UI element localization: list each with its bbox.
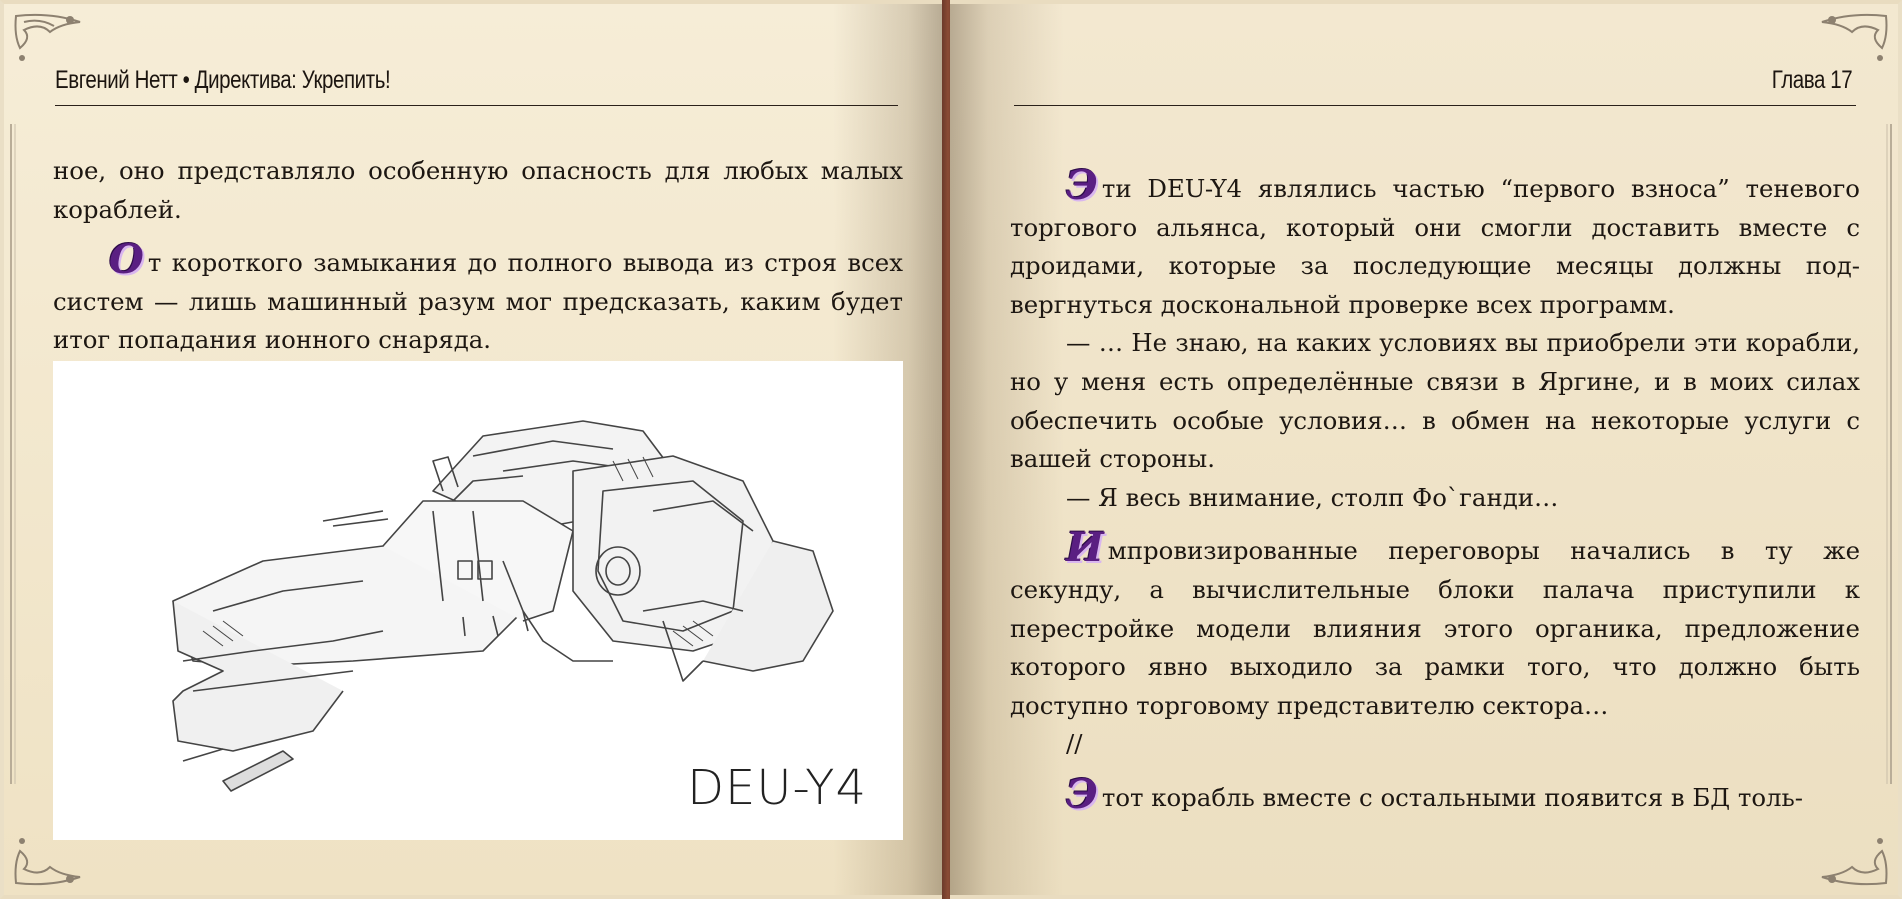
- drop-cap: И: [1066, 524, 1104, 572]
- header-rule: [55, 105, 898, 106]
- paragraph: [53, 236, 903, 360]
- paragraph: — Я весь внимание, столп Фо`ганди…: [1066, 482, 1559, 512]
- paragraph-text: мпровизированные переговоры начались в ту же секунду, а вычислительные блоки палача приступили к перестройке модели влияния этого органика, предложение которого явно выходило за рамки того, что должно быть доступно торговому представителю сектора…: [1010, 536, 1860, 720]
- figure-caption: DEU-Y4: [687, 760, 867, 816]
- running-head-right: Глава 17: [1771, 66, 1852, 94]
- paragraph-text: тот корабль вместе с остальными появится в БД толь-: [1101, 782, 1804, 812]
- drop-cap: Э: [1066, 162, 1098, 209]
- drop-cap: О: [109, 236, 144, 284]
- edge-ornament-icon: [4, 124, 18, 784]
- paragraph: ное, оно представляло особенную опасность для любых малых кораблей.: [53, 156, 903, 224]
- paragraph: — … Не знаю, на каких условиях вы приобрели эти корабли, но у меня есть определённые связи в Яргине, и в моих силах обеспечить особые условия… в обмен на некоторые услуги с вашей стороны.: [1010, 328, 1860, 474]
- paragraph-text: т короткого замыкания до полного вывода из строя всех систем — лишь машинный разум мог предсказать, каким будет итог попадания ионного снаряда.: [53, 248, 903, 355]
- left-page[interactable]: [0, 0, 946, 899]
- right-page-text: [1010, 162, 1860, 818]
- edge-ornament-icon: [1884, 124, 1898, 784]
- drop-cap: Э: [1066, 770, 1098, 818]
- left-page-text: [53, 152, 903, 360]
- section-separator: //: [1066, 729, 1083, 759]
- running-head-left: Евгений Нетт • Директива: Укрепить!: [55, 66, 391, 94]
- ship-illustration: [53, 361, 903, 840]
- paragraph: [1010, 524, 1860, 725]
- paragraph: [1010, 162, 1860, 324]
- paragraph: [1010, 770, 1860, 818]
- paragraph-text: ти DEU-Y4 являлись частью “первого взноса” теневого торгового альянса, который они смогли доставить вместе с дроидами, которые за последующие месяцы должны подвергнуться доскональной проверке всех программ.: [1010, 174, 1860, 319]
- header-rule: [1014, 105, 1856, 106]
- corner-ornament-icon: [1782, 821, 1892, 891]
- right-page[interactable]: [950, 0, 1902, 899]
